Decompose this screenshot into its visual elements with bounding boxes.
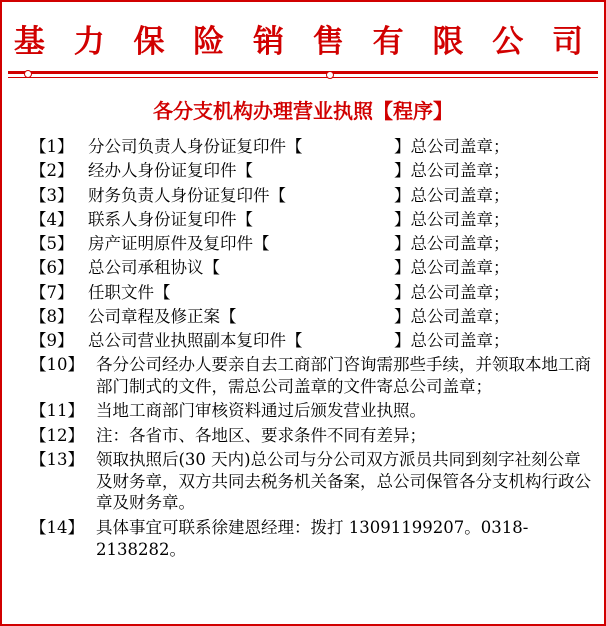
list-item (30, 209, 594, 231)
list-item (30, 425, 594, 447)
list-item-seal-note: 】总公司盖章； (394, 209, 510, 229)
list-item-number: 【3】 (30, 185, 74, 205)
list-item-seal-note: 】总公司盖章； (394, 161, 510, 181)
list-item (30, 136, 594, 158)
document-subtitle: 各分支机构办理营业执照【程序】 (153, 99, 453, 123)
list-item-text: 领取执照后(30 天内)总公司与分公司双方派员共同到刻字社刻公章及财务章，双方共同去税务机关备案，总公司保管各分支机构行政公章及财务章。 (96, 449, 591, 513)
list-item-body (84, 449, 594, 514)
list-item-number: 【10】 (30, 355, 84, 375)
procedure-list (2, 136, 604, 560)
list-item-number: 【6】 (30, 258, 74, 278)
list-item-text: 公司章程及修正案【 (88, 306, 237, 326)
list-item-seal-note: 】总公司盖章； (394, 282, 510, 302)
list-item-body (84, 400, 594, 422)
page-title: 基 力 保 险 销 售 有 限 公 司 (13, 24, 593, 60)
list-item-text: 各分公司经办人要亲自去工商部门咨询需那些手续，并领取本地工商部门制式的文件，需总公司盖章的文件寄总公司盖章； (96, 355, 591, 397)
list-item-body (76, 282, 594, 304)
list-item-seal-note: 】总公司盖章； (394, 258, 510, 278)
list-item-text: 联系人身份证复印件【 (88, 209, 253, 229)
list-item (30, 306, 594, 328)
list-item-body (76, 160, 594, 182)
list-item (30, 400, 594, 422)
list-item (30, 233, 594, 255)
list-item-body (76, 306, 594, 328)
list-item-text: 总公司营业执照副本复印件【 (88, 331, 303, 351)
list-item-number: 【2】 (30, 161, 74, 181)
list-item-text: 注：各省市、各地区、要求条件不同有差异； (96, 425, 426, 445)
list-item-text: 当地工商部门审核资料通过后颁发营业执照。 (96, 401, 426, 421)
list-item-text: 房产证明原件及复印件【 (88, 234, 270, 254)
divider-dot-right-icon (326, 71, 334, 79)
list-item-body (76, 330, 594, 352)
list-item-number: 【4】 (30, 209, 74, 229)
list-item-number: 【11】 (30, 401, 84, 421)
list-item-text: 总公司承租协议【 (88, 258, 220, 278)
list-item-seal-note: 】总公司盖章； (394, 185, 510, 205)
list-item (30, 160, 594, 182)
divider-dot-left-icon (24, 70, 32, 78)
list-item-body (76, 233, 594, 255)
list-item-body (76, 185, 594, 207)
list-item-body (76, 136, 594, 158)
list-item (30, 185, 594, 207)
list-item (30, 449, 594, 514)
list-item-text: 经办人身份证复印件【 (88, 161, 253, 181)
divider-thin-line (8, 77, 598, 78)
list-item (30, 517, 594, 561)
list-item-text: 任职文件【 (88, 282, 171, 302)
list-item (30, 330, 594, 352)
list-item-number: 【13】 (30, 449, 84, 469)
list-item-seal-note: 】总公司盖章； (394, 306, 510, 326)
list-item (30, 282, 594, 304)
list-item-text: 分公司负责人身份证复印件【 (88, 137, 303, 156)
list-item-seal-note: 】总公司盖章； (394, 137, 510, 156)
divider-thick-line (8, 71, 598, 74)
list-item-number: 【12】 (30, 425, 84, 445)
list-item (30, 257, 594, 279)
list-item-body (84, 517, 594, 561)
list-item-number: 【1】 (30, 137, 74, 156)
decorative-divider (8, 71, 598, 85)
list-item-body (76, 209, 594, 231)
list-item-number: 【5】 (30, 234, 74, 254)
list-item-body (84, 354, 594, 398)
list-item-seal-note: 】总公司盖章； (394, 234, 510, 254)
list-item-number: 【14】 (30, 517, 84, 537)
list-item-seal-note: 】总公司盖章； (394, 331, 510, 351)
list-item-text: 财务负责人身份证复印件【 (88, 185, 286, 205)
list-item-number: 【8】 (30, 306, 74, 326)
list-item (30, 354, 594, 398)
list-item-text: 具体事宜可联系徐建恩经理：拨打 13091199207。0318-2138282。 (96, 517, 529, 559)
list-item-number: 【9】 (30, 331, 74, 351)
list-item-body (84, 425, 594, 447)
list-item-number: 【7】 (30, 282, 74, 302)
list-item-body (76, 257, 594, 279)
